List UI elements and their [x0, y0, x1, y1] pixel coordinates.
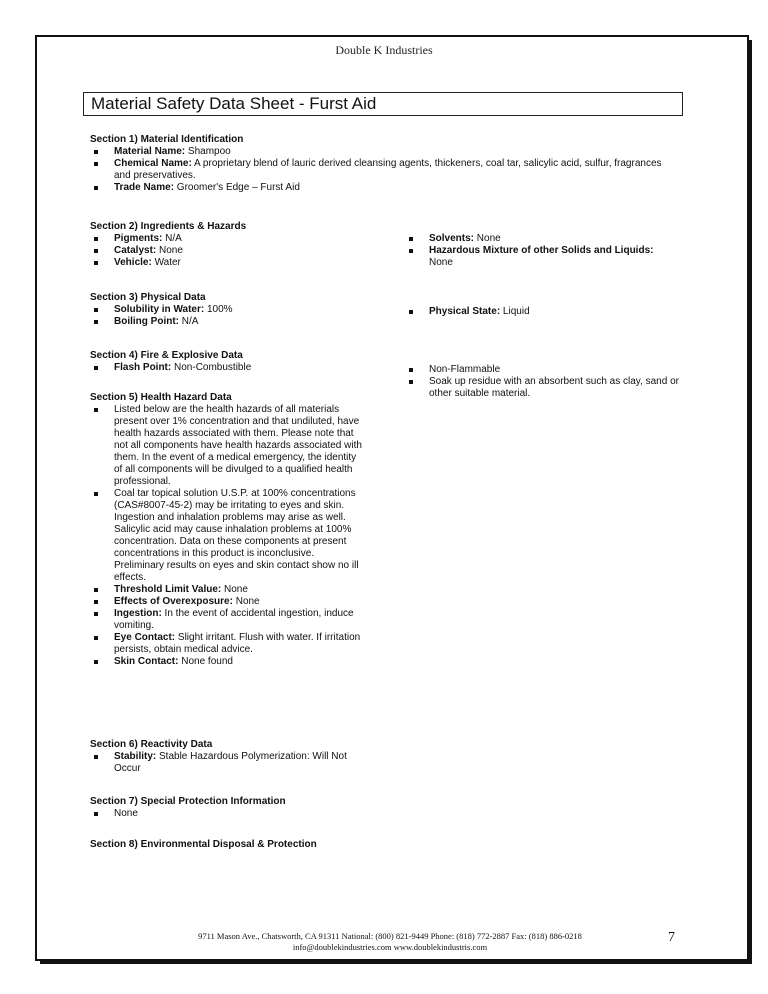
section-heading: Section 3) Physical Data [90, 292, 206, 303]
section-2-left [90, 221, 380, 269]
list-item: Stability: Stable Hazardous Polymerization: Will Not Occur [90, 751, 362, 775]
section-8 [90, 839, 380, 851]
footer-address: 9711 Mason Ave., Chatsworth, CA 91311 National: (800) 821-9449 Phone: (818) 772-2887 Fax: (818) 886-0218 [198, 931, 582, 941]
section-heading: Section 7) Special Protection Information [90, 796, 286, 807]
list-item: Listed below are the health hazards of all materials present over 1% concentration and that undiluted, have health hazards associated with them. Please note that not all components have health hazards associated with them. In the event of a medical emergency, the identity of all components will be divulged to a qualified health professional. [90, 404, 362, 488]
section-heading: Section 4) Fire & Explosive Data [90, 350, 243, 361]
company-header: Double K Industries [335, 43, 433, 57]
list-item: Chemical Name: A proprietary blend of lauric derived cleansing agents, thickeners, coal tar, salicylic acid, sulfur, fragrances and preservatives. [90, 158, 670, 182]
list-item: Solubility in Water: 100% [90, 304, 380, 316]
list-item: Eye Contact: Slight irritant. Flush with water. If irritation persists, obtain medical advice. [90, 632, 362, 656]
section-6 [90, 739, 362, 775]
section-7 [90, 796, 380, 820]
section-heading: Section 5) Health Hazard Data [90, 392, 232, 403]
list-item: Solvents: None [405, 233, 685, 245]
list-item: Physical State: Liquid [405, 306, 685, 318]
list-item: Material Name: Shampoo [90, 146, 670, 158]
list-item: Boiling Point: N/A [90, 316, 380, 328]
section-3-right [405, 306, 685, 318]
document-title: Material Safety Data Sheet - Furst Aid [83, 92, 683, 116]
section-heading: Section 1) Material Identification [90, 134, 244, 145]
list-item: Coal tar topical solution U.S.P. at 100% concentrations (CAS#8007-45-2) may be irritating to eyes and skin. Ingestion and inhalation problems may arise as well. Salicylic acid may cause inhalation problems at 100% concentration. Data on these components at present concentrations in this product is inconclusive. Preliminary results on eyes and skin contact show no ill effects. [90, 488, 362, 584]
section-5 [90, 392, 362, 668]
page-number: 7 [668, 930, 675, 945]
section-4-right [405, 364, 685, 400]
list-item: Flash Point: Non-Combustible [90, 362, 380, 374]
section-1 [90, 134, 670, 194]
section-4-left [90, 350, 380, 374]
section-heading: Section 6) Reactivity Data [90, 739, 213, 750]
list-item: Pigments: N/A [90, 233, 380, 245]
list-item: Threshold Limit Value: None [90, 584, 362, 596]
section-2-right [405, 233, 685, 269]
footer-contact: info@doublekindustries.com www.doublekindustris.com [292, 942, 488, 952]
list-item: Ingestion: In the event of accidental ingestion, induce vomiting. [90, 608, 362, 632]
list-item: Catalyst: None [90, 245, 380, 257]
list-item: Non-Flammable [405, 364, 685, 376]
list-item: None [90, 808, 380, 820]
list-item: Hazardous Mixture of other Solids and Liquids: None [405, 245, 685, 269]
footer [100, 931, 680, 953]
section-heading: Section 8) Environmental Disposal & Protection [90, 839, 317, 850]
list-item: Trade Name: Groomer's Edge – Furst Aid [90, 182, 670, 194]
section-3-left [90, 292, 380, 328]
list-item: Vehicle: Water [90, 257, 380, 269]
list-item: Skin Contact: None found [90, 656, 362, 668]
list-item: Soak up residue with an absorbent such as clay, sand or other suitable material. [405, 376, 685, 400]
section-heading: Section 2) Ingredients & Hazards [90, 221, 247, 232]
list-item: Effects of Overexposure: None [90, 596, 362, 608]
